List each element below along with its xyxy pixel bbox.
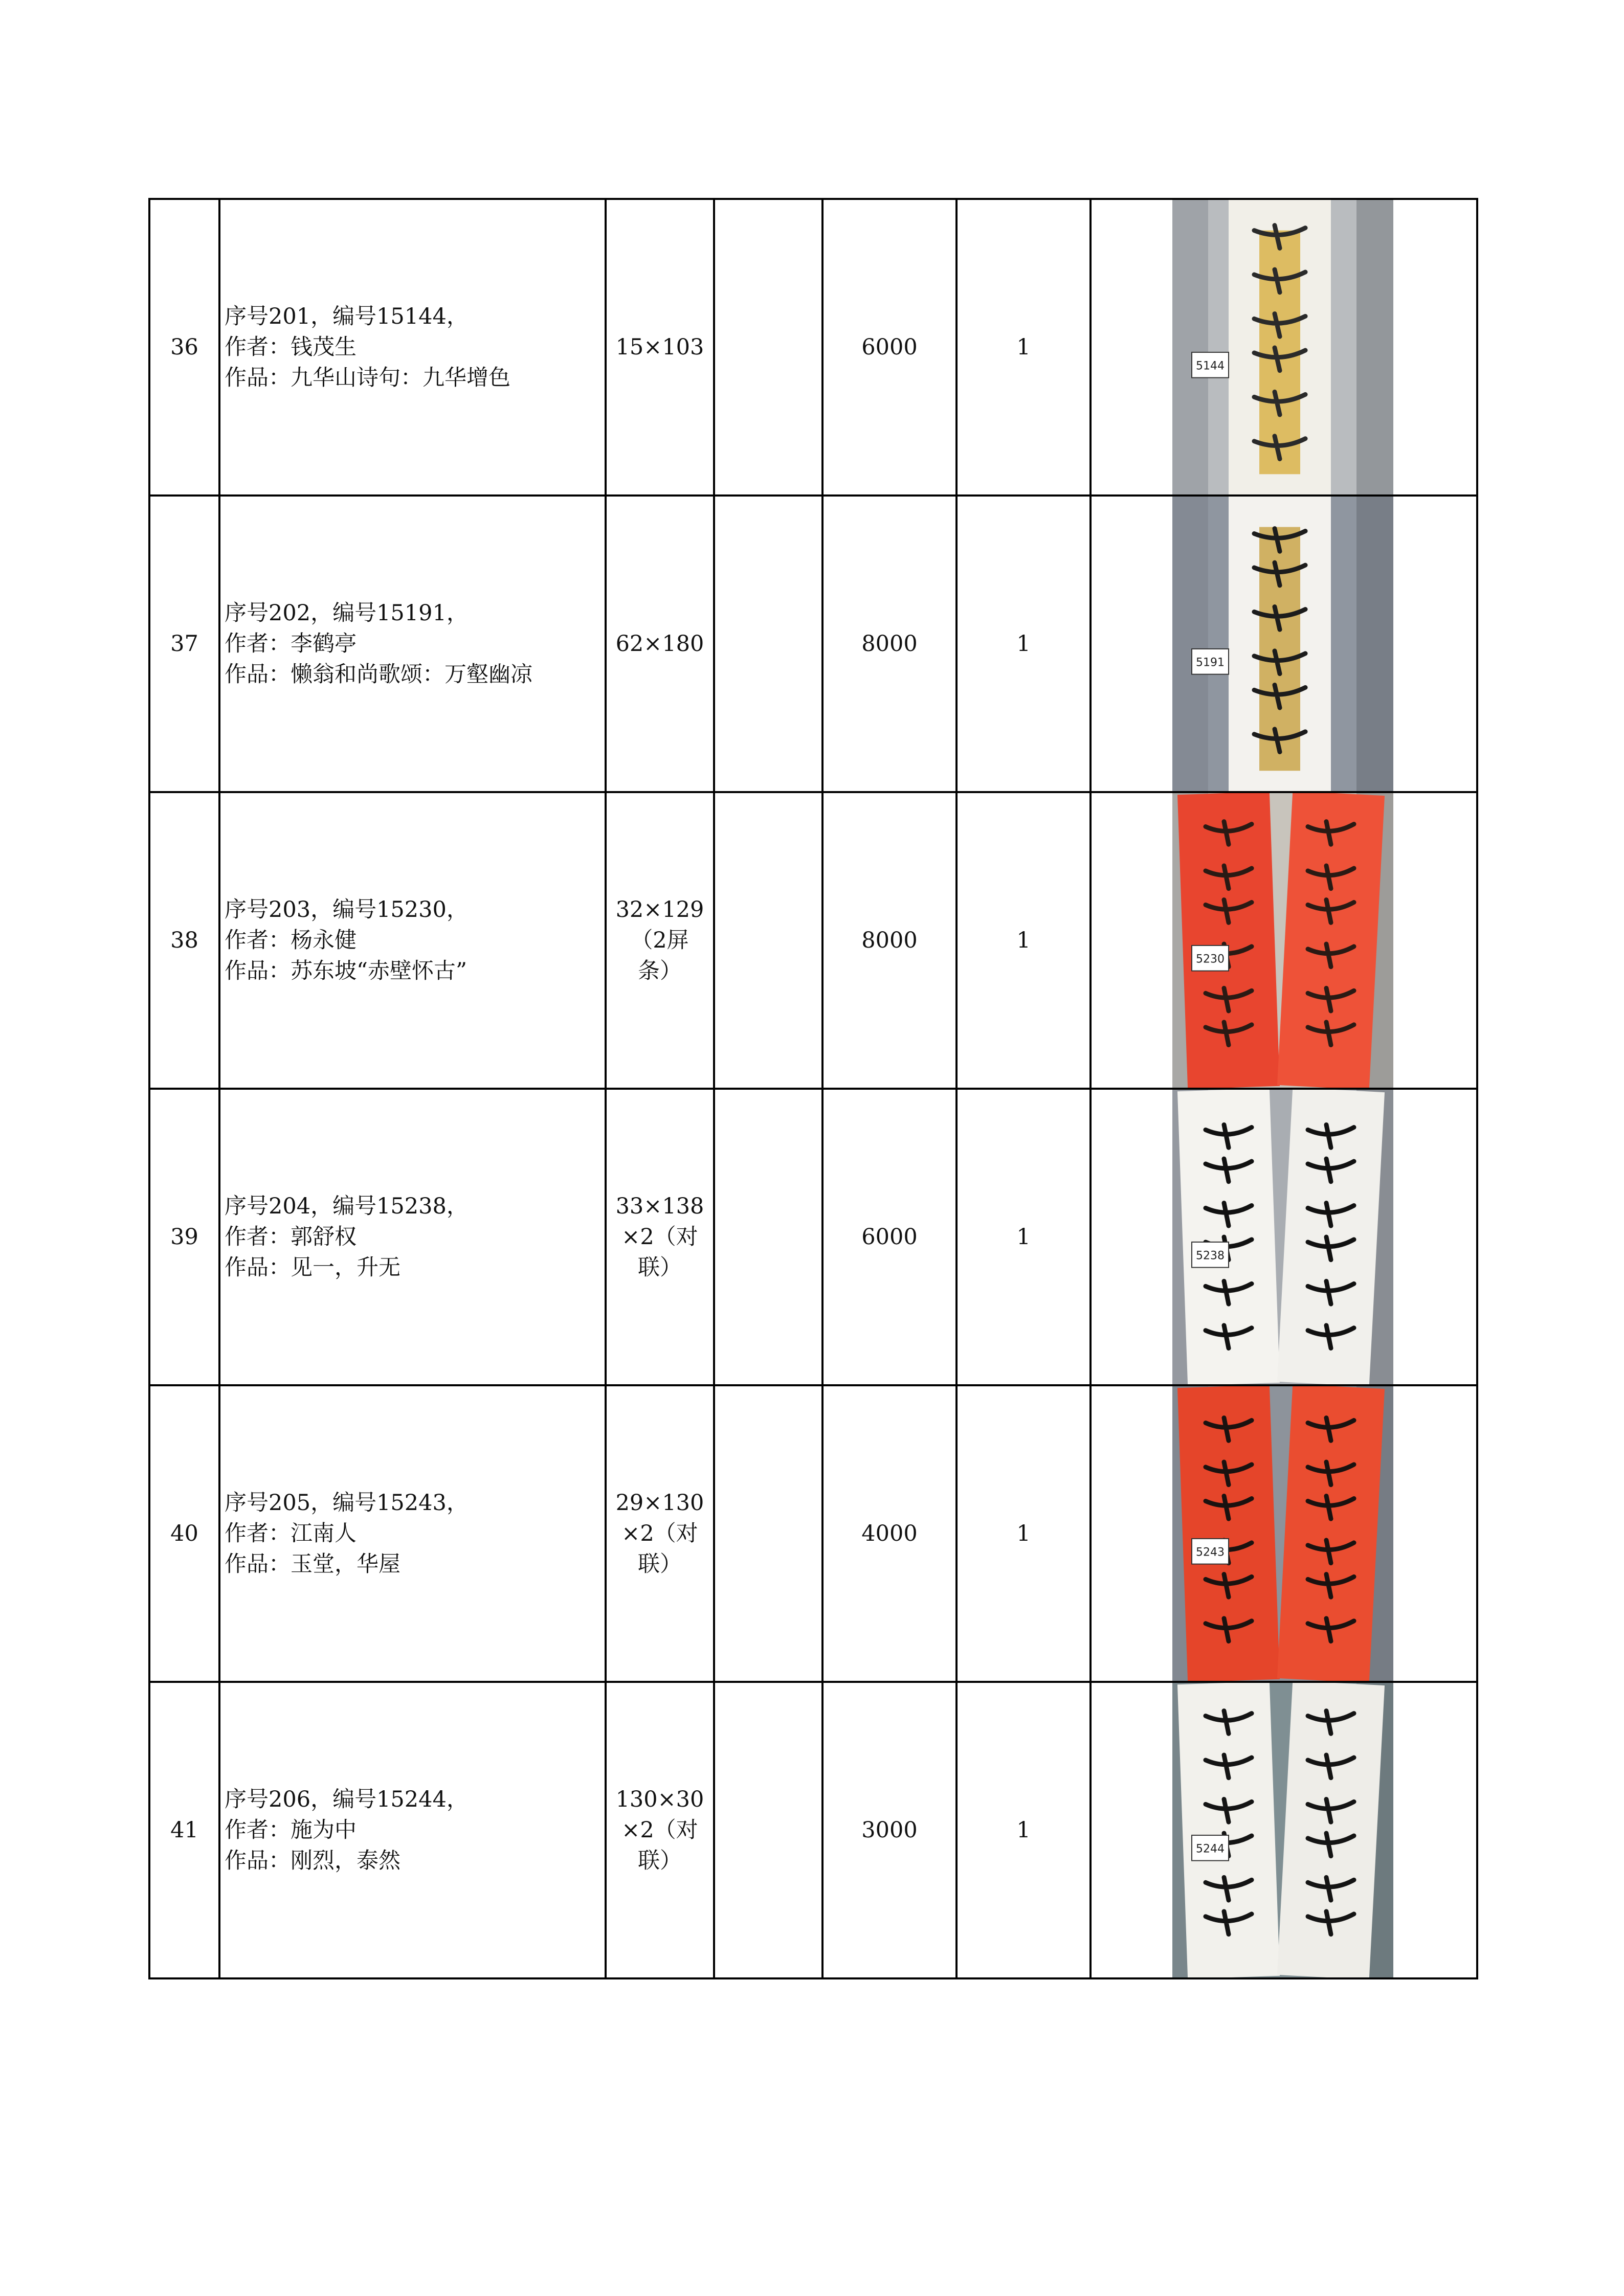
artwork-photo-image — [1172, 793, 1393, 1088]
table-row — [149, 199, 1477, 496]
artwork-size — [606, 496, 714, 792]
size-line: 15×103 — [615, 334, 704, 360]
artwork-price: 6000 — [822, 199, 956, 496]
size-line: ×2（对 — [621, 1817, 698, 1843]
artwork-photo-image — [1172, 200, 1393, 494]
artwork-photo — [1172, 793, 1393, 1088]
artwork-size — [606, 1682, 714, 1978]
row-index: 41 — [149, 1682, 219, 1978]
empty-cell — [714, 1682, 822, 1978]
author-line: 作者：李鹤亭 — [225, 631, 357, 657]
empty-cell — [714, 1089, 822, 1385]
row-index: 37 — [149, 496, 219, 792]
row-index: 39 — [149, 1089, 219, 1385]
artwork-photo — [1172, 1090, 1393, 1384]
artwork-photo — [1172, 1683, 1393, 1977]
photo-cell — [1091, 792, 1477, 1089]
svg-text:5244: 5244 — [1196, 1842, 1225, 1856]
author-line: 作者：钱茂生 — [225, 334, 357, 360]
title-line: 作品：见一，升无 — [225, 1255, 401, 1280]
size-line: （2屏 — [631, 928, 689, 953]
empty-cell — [714, 496, 822, 792]
artwork-quantity: 1 — [956, 1089, 1091, 1385]
lot-number-line: 序号205，编号15243， — [225, 1490, 469, 1516]
size-line: 条） — [638, 958, 682, 984]
artwork-price: 8000 — [822, 792, 956, 1089]
artwork-photo — [1172, 1386, 1393, 1681]
artwork-quantity: 1 — [956, 1385, 1091, 1682]
artwork-price: 4000 — [822, 1385, 956, 1682]
title-line: 作品：九华山诗句：九华增色 — [225, 365, 510, 391]
artwork-quantity: 1 — [956, 1682, 1091, 1978]
artwork-size — [606, 199, 714, 496]
svg-text:5243: 5243 — [1196, 1546, 1225, 1559]
artwork-description — [219, 496, 606, 792]
size-line: 130×30 — [615, 1787, 704, 1812]
artwork-description — [219, 1089, 606, 1385]
artwork-photo — [1172, 497, 1393, 791]
author-line: 作者：施为中 — [225, 1817, 357, 1843]
table-row — [149, 792, 1477, 1089]
photo-cell — [1091, 1385, 1477, 1682]
empty-cell — [714, 792, 822, 1089]
title-line: 作品：刚烈，泰然 — [225, 1848, 401, 1874]
photo-cell — [1091, 1089, 1477, 1385]
artwork-description — [219, 199, 606, 496]
title-line: 作品：懒翁和尚歌颂：万壑幽凉 — [225, 662, 532, 687]
svg-text:5144: 5144 — [1196, 359, 1225, 373]
table-row — [149, 1089, 1477, 1385]
size-line: 33×138 — [615, 1194, 704, 1219]
artwork-price: 8000 — [822, 496, 956, 792]
artwork-photo — [1172, 200, 1393, 494]
size-line: 62×180 — [615, 631, 704, 657]
size-line: ×2（对 — [621, 1224, 698, 1250]
artwork-photo-image — [1172, 1090, 1393, 1384]
empty-cell — [714, 1385, 822, 1682]
row-index: 36 — [149, 199, 219, 496]
artwork-table — [148, 198, 1478, 1979]
svg-text:5238: 5238 — [1196, 1249, 1225, 1263]
svg-text:5230: 5230 — [1196, 953, 1225, 966]
title-line: 作品：玉堂，华屋 — [225, 1551, 401, 1577]
artwork-photo-image — [1172, 1683, 1393, 1977]
size-line: 联） — [638, 1848, 682, 1874]
row-index: 38 — [149, 792, 219, 1089]
author-line: 作者：杨永健 — [225, 928, 357, 953]
artwork-quantity: 1 — [956, 496, 1091, 792]
artwork-description — [219, 1385, 606, 1682]
empty-cell — [714, 199, 822, 496]
lot-number-line: 序号206，编号15244， — [225, 1787, 469, 1812]
table-row — [149, 1385, 1477, 1682]
artwork-description — [219, 1682, 606, 1978]
table-row — [149, 496, 1477, 792]
author-line: 作者：江南人 — [225, 1521, 357, 1546]
size-line: 联） — [638, 1551, 682, 1577]
artwork-size — [606, 1385, 714, 1682]
lot-number-line: 序号203，编号15230， — [225, 897, 469, 922]
lot-number-line: 序号204，编号15238， — [225, 1194, 469, 1219]
table-row — [149, 1682, 1477, 1978]
lot-number-line: 序号201，编号15144， — [225, 304, 469, 329]
artwork-quantity: 1 — [956, 199, 1091, 496]
size-line: ×2（对 — [621, 1521, 698, 1546]
artwork-size — [606, 1089, 714, 1385]
photo-cell — [1091, 199, 1477, 496]
artwork-photo-image — [1172, 1386, 1393, 1681]
photo-cell — [1091, 1682, 1477, 1978]
size-line: 29×130 — [615, 1490, 704, 1516]
size-line: 32×129 — [615, 897, 704, 922]
artwork-description — [219, 792, 606, 1089]
title-line: 作品：苏东坡“赤壁怀古” — [225, 958, 467, 984]
svg-text:5191: 5191 — [1196, 656, 1225, 669]
artwork-price: 6000 — [822, 1089, 956, 1385]
artwork-size — [606, 792, 714, 1089]
size-line: 联） — [638, 1255, 682, 1280]
lot-number-line: 序号202，编号15191， — [225, 600, 469, 626]
photo-cell — [1091, 496, 1477, 792]
artwork-photo-image — [1172, 497, 1393, 791]
artwork-price: 3000 — [822, 1682, 956, 1978]
artwork-quantity: 1 — [956, 792, 1091, 1089]
author-line: 作者：郭舒权 — [225, 1224, 357, 1250]
row-index: 40 — [149, 1385, 219, 1682]
